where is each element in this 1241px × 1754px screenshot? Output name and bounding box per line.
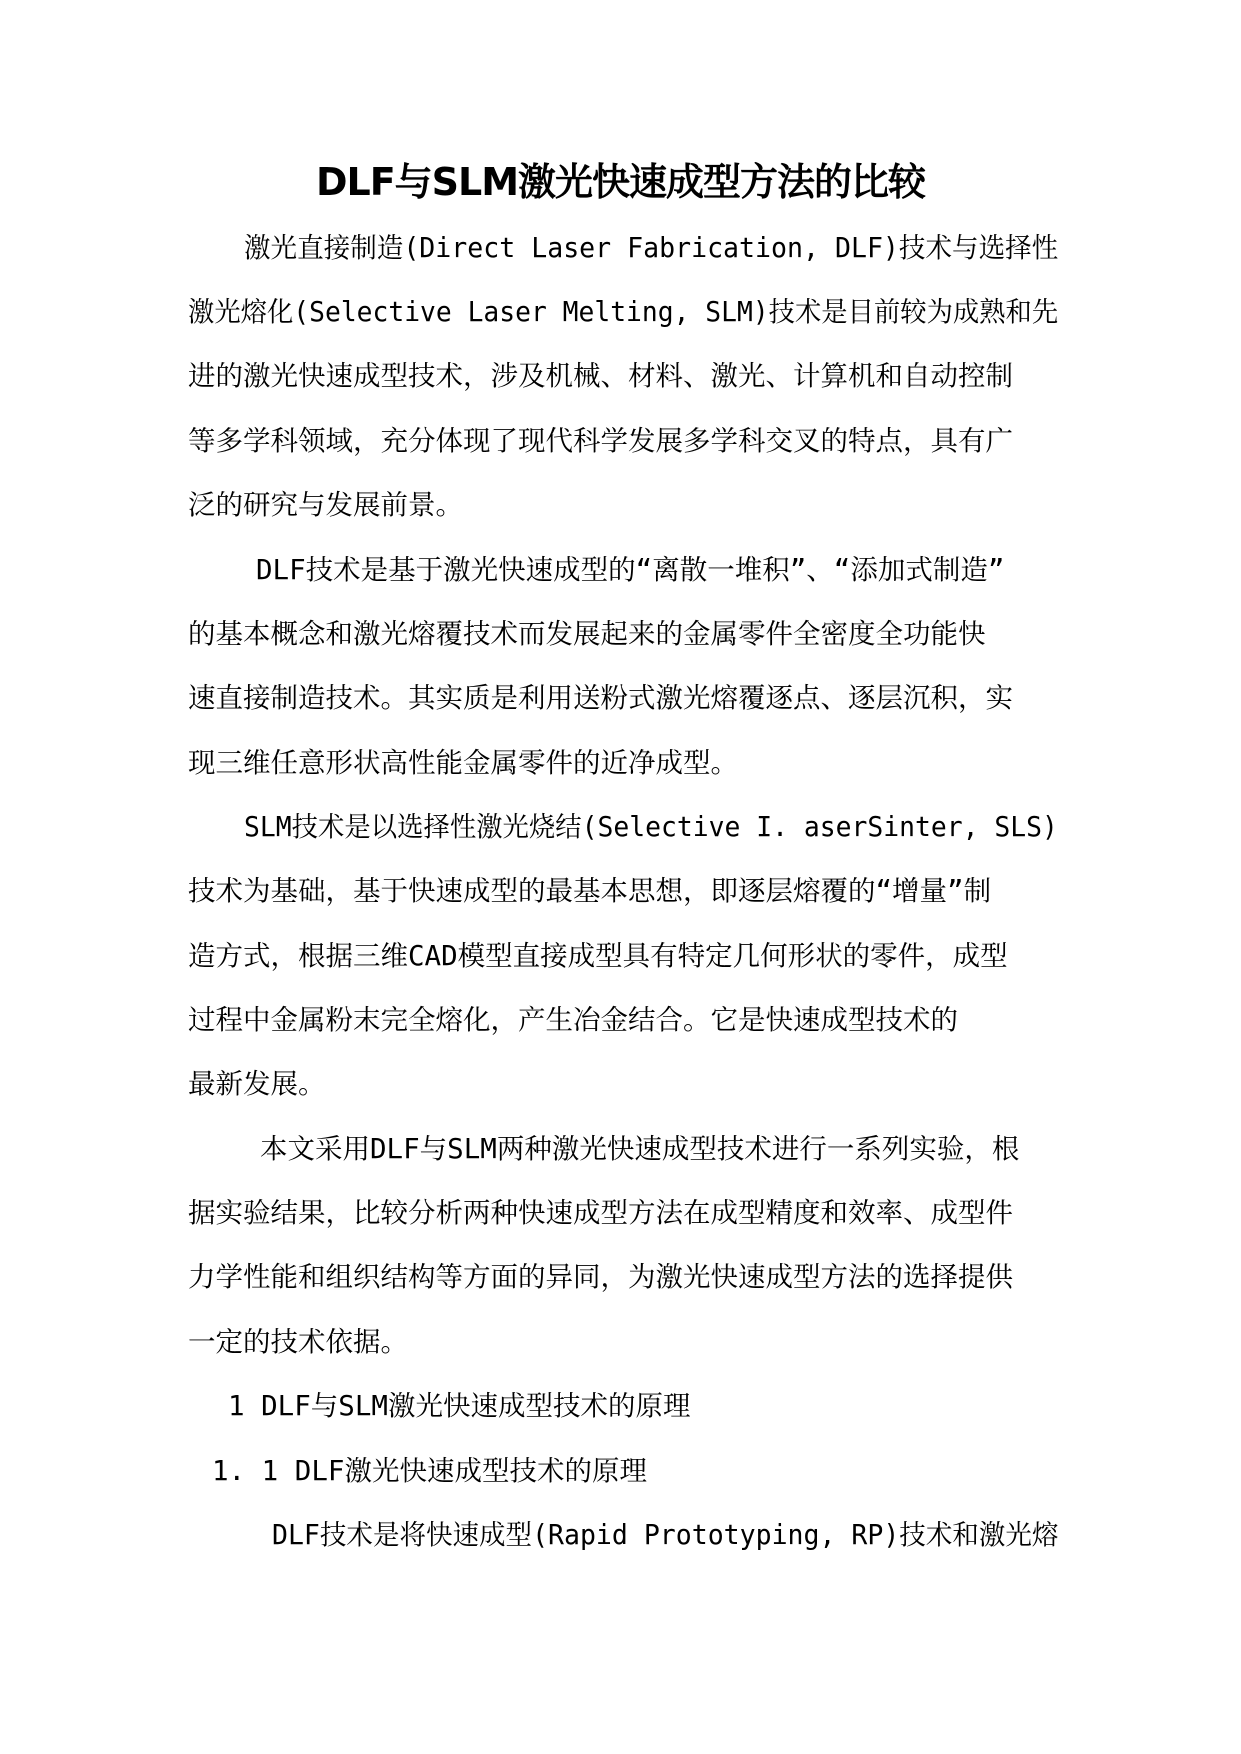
text-line: SLM技术是以选择性激光烧结(Selective I. aserSinter, SLS) [244,811,1058,843]
subsection-heading: 1. 1 DLF激光快速成型技术的原理 [212,1455,647,1487]
text-line: 本文采用DLF与SLM两种激光快速成型技术进行一系列实验，根 [260,1133,1020,1165]
text-line: 激光直接制造(Direct Laser Fabrication, DLF)技术与选择性 [244,232,1059,264]
text-line: 现三维任意形状高性能金属零件的近净成型。 [188,747,738,779]
text-line: 过程中金属粉末完全熔化，产生冶金结合。它是快速成型技术的 [188,1004,958,1036]
text-line: 造方式，根据三维CAD模型直接成型具有特定几何形状的零件，成型 [188,940,1008,972]
text-line: 激光熔化(Selective Laser Melting, SLM)技术是目前较为成熟和先 [188,296,1059,328]
document-title: DLF与SLM激光快速成型方法的比较 [315,160,926,204]
text-line: 的基本概念和激光熔覆技术而发展起来的金属零件全密度全功能快 [188,618,986,650]
text-line: 一定的技术依据。 [188,1326,408,1358]
text-line: 速直接制造技术。其实质是利用送粉式激光熔覆逐点、逐层沉积，实 [188,682,1013,714]
text-line: 等多学科领域，充分体现了现代科学发展多学科交叉的特点，具有广 [188,425,1013,457]
text-line: 据实验结果，比较分析两种快速成型方法在成型精度和效率、成型件 [188,1197,1013,1229]
text-line: 最新发展。 [188,1068,326,1100]
text-line: DLF技术是将快速成型(Rapid Prototyping, RP)技术和激光熔 [272,1519,1059,1551]
text-line: 泛的研究与发展前景。 [188,489,463,521]
text-line: DLF技术是基于激光快速成型的“离散一堆积”、“添加式制造” [256,554,1005,586]
text-line: 力学性能和组织结构等方面的异同，为激光快速成型方法的选择提供 [188,1261,1013,1293]
text-line: 技术为基础，基于快速成型的最基本思想，即逐层熔覆的“增量”制 [188,875,992,907]
text-line: 进的激光快速成型技术，涉及机械、材料、激光、计算机和自动控制 [188,360,1013,392]
section-heading: 1 DLF与SLM激光快速成型技术的原理 [228,1390,691,1422]
